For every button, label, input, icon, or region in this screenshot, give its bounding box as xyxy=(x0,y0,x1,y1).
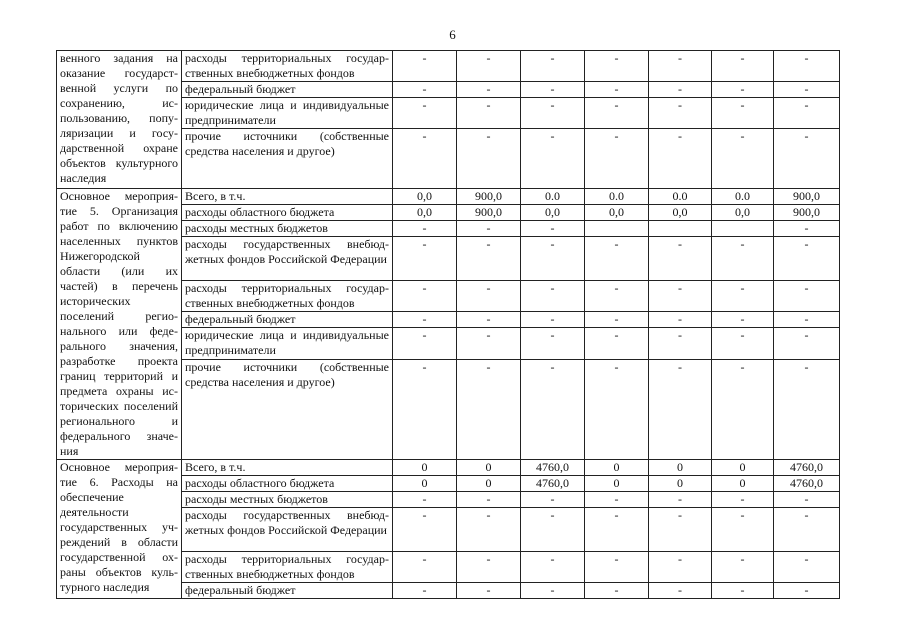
amount-cell xyxy=(649,221,712,237)
funding-source-cell: расходы местных бюджетов xyxy=(182,221,393,237)
amount-cell: - xyxy=(712,552,774,583)
amount-cell: - xyxy=(585,508,649,552)
amount-cell: - xyxy=(774,281,840,312)
amount-cell: - xyxy=(393,129,457,189)
funding-source-cell: расходы областного бюджета xyxy=(182,205,393,221)
amount-cell: - xyxy=(649,359,712,459)
amount-cell: - xyxy=(457,82,521,98)
amount-cell: - xyxy=(521,583,585,599)
amount-cell: - xyxy=(712,129,774,189)
amount-cell: - xyxy=(457,51,521,82)
event-cell xyxy=(57,189,182,460)
amount-cell: - xyxy=(774,237,840,281)
amount-cell: 900,0 xyxy=(774,205,840,221)
amount-cell: - xyxy=(774,221,840,237)
funding-source-cell: прочие источники (собственные средства населения и другое) xyxy=(182,129,393,189)
amount-cell: - xyxy=(712,281,774,312)
budget-table xyxy=(56,50,840,599)
event-text: Основное мероприятие 5. Организация работ по включению населенных пунктов Нижегородской области (или их частей) в перечень исторических поселений регионального или федерального значения, разработке проекта границ территорий и предмета охраны исторических поселений регионального и федерального значения xyxy=(60,189,178,458)
amount-cell: - xyxy=(585,237,649,281)
funding-source-cell: расходы областного бюджета xyxy=(182,476,393,492)
amount-cell: - xyxy=(521,508,585,552)
amount-cell: - xyxy=(585,312,649,328)
amount-cell: - xyxy=(393,492,457,508)
amount-cell: - xyxy=(649,51,712,82)
amount-cell: - xyxy=(457,281,521,312)
amount-cell: - xyxy=(649,98,712,129)
amount-cell: - xyxy=(712,583,774,599)
amount-cell: - xyxy=(712,98,774,129)
amount-cell: - xyxy=(712,328,774,359)
amount-cell: - xyxy=(712,312,774,328)
amount-cell: - xyxy=(585,552,649,583)
amount-cell: 0 xyxy=(457,460,521,476)
amount-cell: - xyxy=(712,508,774,552)
amount-cell: 0.0 xyxy=(712,189,774,205)
event-text: Основное мероприятие 6. Расходы на обеспечение деятельности государственных учреждений в области государственной охраны объектов культурного наследия xyxy=(60,460,178,594)
amount-cell: 0 xyxy=(457,476,521,492)
amount-cell: - xyxy=(649,492,712,508)
amount-cell: - xyxy=(649,129,712,189)
amount-cell xyxy=(585,221,649,237)
amount-cell: - xyxy=(585,359,649,459)
amount-cell: 0.0 xyxy=(649,189,712,205)
amount-cell: 0.0 xyxy=(585,189,649,205)
amount-cell: - xyxy=(649,312,712,328)
amount-cell: - xyxy=(774,583,840,599)
amount-cell: - xyxy=(774,98,840,129)
amount-cell: 0 xyxy=(712,476,774,492)
amount-cell: - xyxy=(774,51,840,82)
funding-source-cell: расходы территориальных государственных внебюджетных фондов xyxy=(182,552,393,583)
funding-source-cell: федеральный бюджет xyxy=(182,82,393,98)
amount-cell: 0 xyxy=(393,460,457,476)
amount-cell: - xyxy=(521,552,585,583)
amount-cell: - xyxy=(393,583,457,599)
amount-cell: - xyxy=(393,82,457,98)
amount-cell: - xyxy=(393,51,457,82)
amount-cell: - xyxy=(585,492,649,508)
amount-cell: - xyxy=(393,328,457,359)
amount-cell: - xyxy=(393,237,457,281)
amount-cell: 0,0 xyxy=(393,189,457,205)
amount-cell: 900,0 xyxy=(457,205,521,221)
amount-cell: - xyxy=(521,237,585,281)
amount-cell: - xyxy=(712,82,774,98)
amount-cell xyxy=(712,221,774,237)
amount-cell: - xyxy=(649,508,712,552)
amount-cell: 0,0 xyxy=(521,205,585,221)
amount-cell: - xyxy=(457,359,521,459)
amount-cell: - xyxy=(457,98,521,129)
amount-cell: - xyxy=(457,237,521,281)
amount-cell: - xyxy=(585,82,649,98)
amount-cell: - xyxy=(521,359,585,459)
funding-source-cell: юридические лица и индивидуальные предприниматели xyxy=(182,98,393,129)
amount-cell: - xyxy=(712,51,774,82)
event-text: венного задания на оказание государственной услуги по сохранению, использованию, популяризации и государственной охране объектов культурного наследия xyxy=(60,51,178,185)
event-cell xyxy=(57,460,182,599)
amount-cell: - xyxy=(393,312,457,328)
amount-cell: - xyxy=(521,51,585,82)
funding-source-cell: юридические лица и индивидуальные предприниматели xyxy=(182,328,393,359)
amount-cell: - xyxy=(521,221,585,237)
amount-cell: - xyxy=(774,492,840,508)
amount-cell: - xyxy=(774,552,840,583)
amount-cell: - xyxy=(712,492,774,508)
funding-source-cell: федеральный бюджет xyxy=(182,583,393,599)
table-row xyxy=(57,189,840,205)
amount-cell: 0,0 xyxy=(649,205,712,221)
amount-cell: - xyxy=(585,129,649,189)
amount-cell: - xyxy=(393,552,457,583)
amount-cell: - xyxy=(585,281,649,312)
amount-cell: - xyxy=(585,98,649,129)
amount-cell: - xyxy=(649,281,712,312)
amount-cell: 0 xyxy=(712,460,774,476)
funding-source-cell: расходы территориальных государственных внебюджетных фондов xyxy=(182,51,393,82)
funding-source-cell: прочие источники (собственные средства населения и другое) xyxy=(182,359,393,459)
amount-cell: 4760,0 xyxy=(774,476,840,492)
amount-cell: - xyxy=(521,492,585,508)
amount-cell: 4760,0 xyxy=(774,460,840,476)
amount-cell: - xyxy=(712,237,774,281)
amount-cell: - xyxy=(649,82,712,98)
amount-cell: - xyxy=(585,51,649,82)
amount-cell: - xyxy=(393,98,457,129)
amount-cell: - xyxy=(457,583,521,599)
table-body xyxy=(57,51,840,599)
amount-cell: - xyxy=(774,359,840,459)
amount-cell: - xyxy=(649,552,712,583)
amount-cell: 0 xyxy=(649,476,712,492)
funding-source-cell: Всего, в т.ч. xyxy=(182,460,393,476)
event-cell xyxy=(57,51,182,189)
amount-cell: 0 xyxy=(649,460,712,476)
amount-cell: - xyxy=(649,583,712,599)
amount-cell: 4760,0 xyxy=(521,460,585,476)
amount-cell: - xyxy=(774,328,840,359)
amount-cell: - xyxy=(585,328,649,359)
funding-source-cell: расходы местных бюджетов xyxy=(182,492,393,508)
amount-cell: - xyxy=(457,492,521,508)
table-row xyxy=(57,51,840,82)
amount-cell: - xyxy=(393,281,457,312)
page-number: 6 xyxy=(449,27,456,42)
amount-cell: - xyxy=(457,129,521,189)
amount-cell: 4760,0 xyxy=(521,476,585,492)
amount-cell: 0 xyxy=(393,476,457,492)
amount-cell: - xyxy=(521,129,585,189)
amount-cell: - xyxy=(457,328,521,359)
amount-cell: - xyxy=(521,312,585,328)
table-row xyxy=(57,460,840,476)
amount-cell: - xyxy=(521,98,585,129)
amount-cell: 0,0 xyxy=(585,205,649,221)
amount-cell: - xyxy=(521,82,585,98)
funding-source-cell: Всего, в т.ч. xyxy=(182,189,393,205)
amount-cell: 0 xyxy=(585,476,649,492)
funding-source-cell: федеральный бюджет xyxy=(182,312,393,328)
amount-cell: - xyxy=(521,328,585,359)
amount-cell: - xyxy=(393,508,457,552)
amount-cell: - xyxy=(521,281,585,312)
amount-cell: - xyxy=(774,82,840,98)
funding-source-cell: расходы государственных внебюджетных фондов Российской Федерации xyxy=(182,237,393,281)
amount-cell: 0.0 xyxy=(521,189,585,205)
amount-cell: 900,0 xyxy=(774,189,840,205)
amount-cell: - xyxy=(585,583,649,599)
amount-cell: - xyxy=(393,221,457,237)
amount-cell: 0,0 xyxy=(393,205,457,221)
amount-cell: - xyxy=(774,312,840,328)
amount-cell: - xyxy=(649,328,712,359)
amount-cell: - xyxy=(774,508,840,552)
amount-cell: - xyxy=(457,221,521,237)
amount-cell: 0 xyxy=(585,460,649,476)
amount-cell: - xyxy=(457,508,521,552)
amount-cell: - xyxy=(649,237,712,281)
amount-cell: - xyxy=(457,552,521,583)
funding-source-cell: расходы территориальных государственных внебюджетных фондов xyxy=(182,281,393,312)
amount-cell: - xyxy=(393,359,457,459)
amount-cell: - xyxy=(774,129,840,189)
amount-cell: 0,0 xyxy=(712,205,774,221)
funding-source-cell: расходы государственных внебюджетных фондов Российской Федерации xyxy=(182,508,393,552)
amount-cell: 900,0 xyxy=(457,189,521,205)
amount-cell: - xyxy=(712,359,774,459)
amount-cell: - xyxy=(457,312,521,328)
